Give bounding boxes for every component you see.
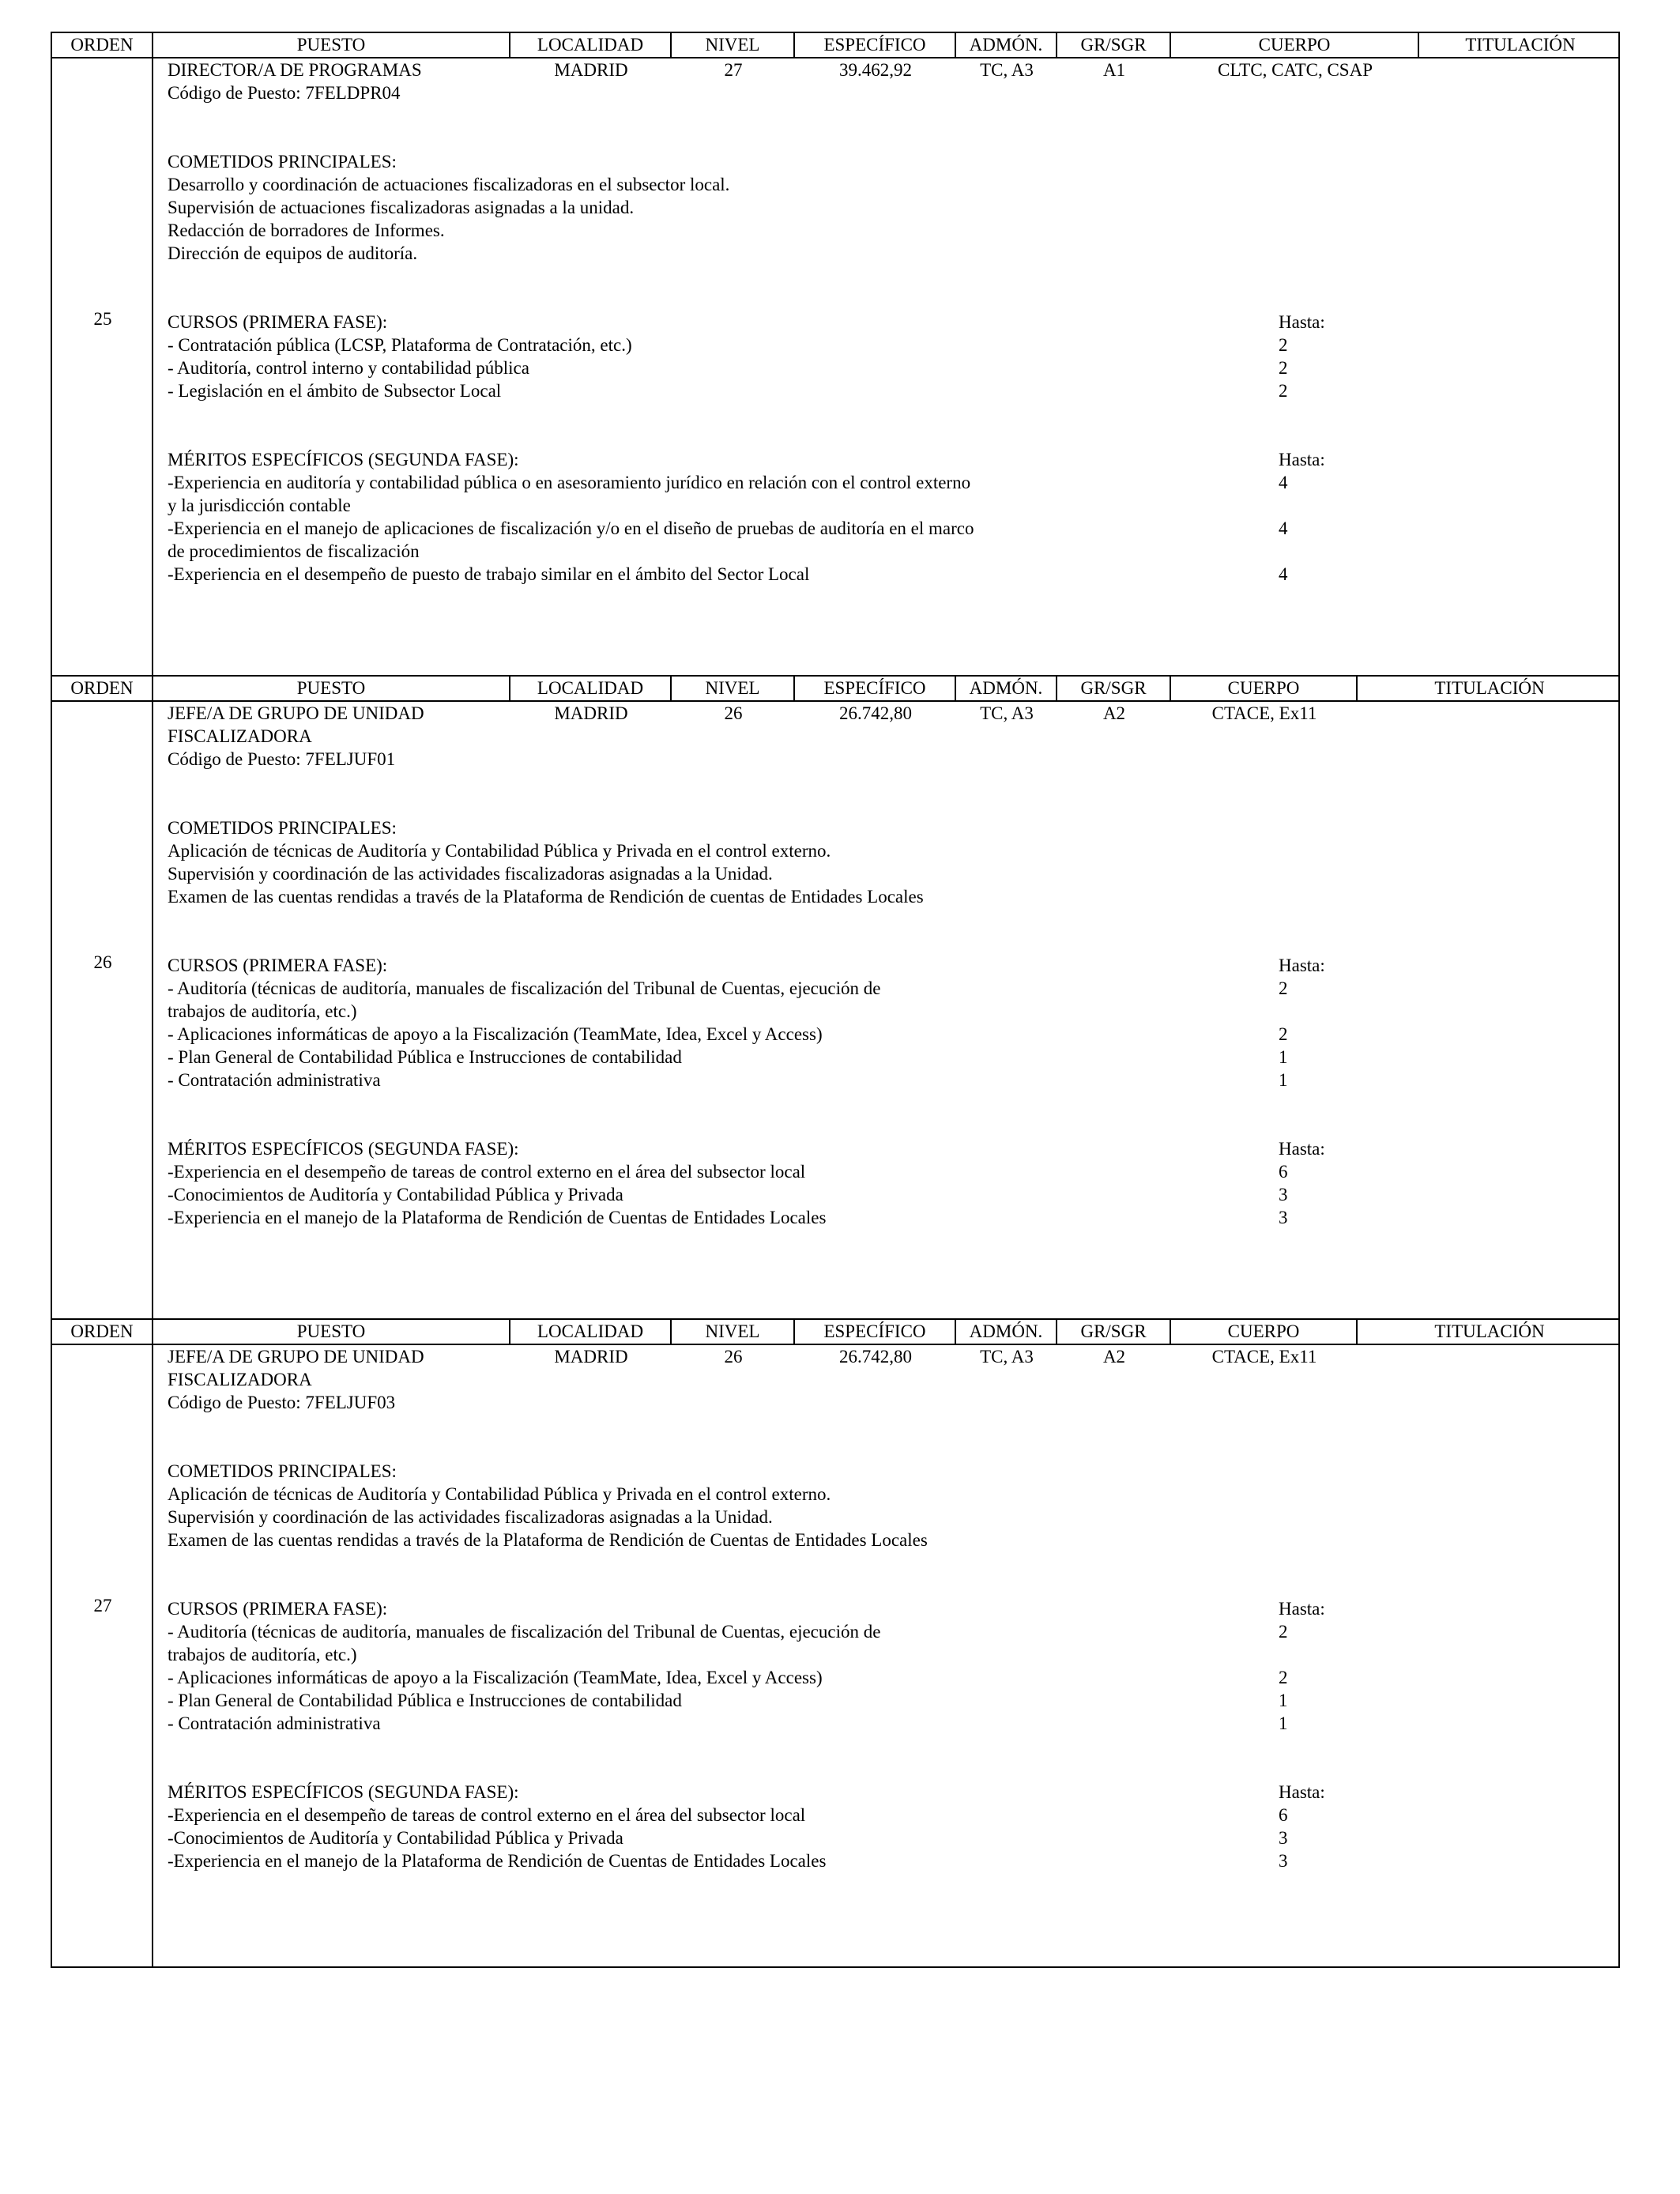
merito-item: -Experiencia en el manejo de la Plataforma de Rendición de Cuentas de Entidades Locales — [168, 1208, 827, 1227]
header-localidad: LOCALIDAD — [510, 33, 672, 57]
header-especifico: ESPECÍFICO — [795, 1320, 956, 1344]
curso-points: 1 — [1279, 1070, 1288, 1090]
header-cuerpo: CUERPO — [1171, 1320, 1358, 1344]
admon-value: TC, A3 — [980, 703, 1034, 723]
header-admon: ADMÓN. — [956, 1320, 1057, 1344]
curso-points: 1 — [1279, 1047, 1288, 1067]
header-especifico: ESPECÍFICO — [795, 677, 956, 700]
merito-item: -Experiencia en el desempeño de tareas de control externo en el área del subsector local — [168, 1805, 806, 1825]
meritos-heading: MÉRITOS ESPECÍFICOS (SEGUNDA FASE): — [168, 1139, 519, 1159]
cometidos-heading: COMETIDOS PRINCIPALES: — [168, 1461, 397, 1481]
curso-item: - Auditoría (técnicas de auditoría, manuales de fiscalización del Tribunal de Cuentas, ejecución de — [168, 978, 881, 998]
orden-column — [52, 1345, 153, 1968]
curso-item: - Auditoría (técnicas de auditoría, manuales de fiscalización del Tribunal de Cuentas, ejecución de — [168, 1622, 881, 1642]
cursos-hasta-label: Hasta: — [1279, 1599, 1325, 1619]
puesto-title: JEFE/A DE GRUPO DE UNIDAD — [168, 1347, 424, 1367]
table-header-row — [52, 33, 1618, 58]
curso-points: 2 — [1279, 381, 1288, 401]
cometido-item: Examen de las cuentas rendidas a través de la Plataforma de Rendición de Cuentas de Entidades Locales — [168, 1530, 928, 1550]
meritos-heading: MÉRITOS ESPECÍFICOS (SEGUNDA FASE): — [168, 450, 519, 469]
puesto-title: FISCALIZADORA — [168, 726, 312, 746]
header-cuerpo: CUERPO — [1171, 677, 1358, 700]
merito-points: 3 — [1279, 1851, 1288, 1871]
curso-item: - Auditoría, control interno y contabilidad pública — [168, 358, 529, 378]
header-orden: ORDEN — [52, 33, 153, 57]
nivel-value: 26 — [724, 1347, 743, 1367]
header-gr-sgr: GR/SGR — [1057, 1320, 1171, 1344]
especifico-value: 26.742,80 — [839, 703, 912, 723]
header-nivel: NIVEL — [672, 33, 795, 57]
orden-number: 27 — [93, 1596, 112, 1615]
curso-points: 2 — [1279, 1668, 1288, 1687]
table-header-row — [52, 677, 1618, 702]
cometido-item: Supervisión de actuaciones fiscalizadoras asignadas a la unidad. — [168, 198, 635, 217]
cursos-heading: CURSOS (PRIMERA FASE): — [168, 956, 388, 975]
position-block — [51, 1318, 1620, 1968]
codigo-puesto: Código de Puesto: 7FELJUF01 — [168, 749, 396, 769]
merito-item: y la jurisdicción contable — [168, 496, 351, 515]
gr-sgr-value: A2 — [1102, 703, 1126, 723]
meritos-hasta-label: Hasta: — [1279, 1139, 1325, 1159]
position-block — [51, 675, 1620, 1320]
table-header-row — [52, 1320, 1618, 1345]
localidad-value: MADRID — [554, 60, 628, 80]
curso-item: - Aplicaciones informáticas de apoyo a la Fiscalización (TeamMate, Idea, Excel y Access) — [168, 1668, 823, 1687]
orden-number: 26 — [93, 952, 112, 972]
especifico-value: 26.742,80 — [839, 1347, 912, 1367]
merito-points: 4 — [1279, 473, 1288, 492]
nivel-value: 26 — [724, 703, 743, 723]
curso-points: 1 — [1279, 1691, 1288, 1710]
localidad-value: MADRID — [554, 703, 628, 723]
localidad-value: MADRID — [554, 1347, 628, 1367]
cometidos-heading: COMETIDOS PRINCIPALES: — [168, 818, 397, 838]
curso-points: 2 — [1279, 978, 1288, 998]
cursos-heading: CURSOS (PRIMERA FASE): — [168, 1599, 388, 1619]
header-puesto: PUESTO — [153, 1320, 510, 1344]
cometido-item: Dirección de equipos de auditoría. — [168, 243, 418, 263]
puesto-title: JEFE/A DE GRUPO DE UNIDAD — [168, 703, 424, 723]
merito-item: -Experiencia en el desempeño de puesto de trabajo similar en el ámbito del Sector Local — [168, 564, 810, 584]
header-admon: ADMÓN. — [956, 677, 1057, 700]
header-gr-sgr: GR/SGR — [1057, 33, 1171, 57]
header-orden: ORDEN — [52, 1320, 153, 1344]
merito-points: 6 — [1279, 1805, 1288, 1825]
header-gr-sgr: GR/SGR — [1057, 677, 1171, 700]
curso-item: - Plan General de Contabilidad Pública e Instrucciones de contabilidad — [168, 1047, 682, 1067]
curso-item: trabajos de auditoría, etc.) — [168, 1001, 357, 1021]
cursos-hasta-label: Hasta: — [1279, 312, 1325, 332]
curso-item: - Plan General de Contabilidad Pública e Instrucciones de contabilidad — [168, 1691, 682, 1710]
header-orden: ORDEN — [52, 677, 153, 700]
cometido-item: Aplicación de técnicas de Auditoría y Contabilidad Pública y Privada en el control externo. — [168, 841, 831, 861]
admon-value: TC, A3 — [980, 1347, 1034, 1367]
header-puesto: PUESTO — [153, 33, 510, 57]
merito-points: 3 — [1279, 1208, 1288, 1227]
header-localidad: LOCALIDAD — [510, 1320, 672, 1344]
meritos-heading: MÉRITOS ESPECÍFICOS (SEGUNDA FASE): — [168, 1782, 519, 1802]
curso-points: 1 — [1279, 1713, 1288, 1733]
puesto-title: DIRECTOR/A DE PROGRAMAS — [168, 60, 422, 80]
cometido-item: Examen de las cuentas rendidas a través de la Plataforma de Rendición de cuentas de Entidades Locales — [168, 887, 924, 907]
curso-item: - Aplicaciones informáticas de apoyo a la Fiscalización (TeamMate, Idea, Excel y Access) — [168, 1024, 823, 1044]
merito-points: 3 — [1279, 1828, 1288, 1848]
cuerpo-value: CTACE, Ex11 — [1211, 1347, 1317, 1367]
header-nivel: NIVEL — [672, 1320, 795, 1344]
curso-item: - Contratación pública (LCSP, Plataforma de Contratación, etc.) — [168, 335, 632, 355]
especifico-value: 39.462,92 — [839, 60, 912, 80]
position-body — [52, 58, 1618, 677]
curso-item: trabajos de auditoría, etc.) — [168, 1645, 357, 1664]
curso-item: - Contratación administrativa — [168, 1713, 381, 1733]
codigo-puesto: Código de Puesto: 7FELJUF03 — [168, 1393, 396, 1412]
position-body — [52, 702, 1618, 1320]
header-cuerpo: CUERPO — [1171, 33, 1419, 57]
header-titulacion: TITULACIÓN — [1434, 678, 1545, 698]
cursos-heading: CURSOS (PRIMERA FASE): — [168, 312, 388, 332]
codigo-puesto: Código de Puesto: 7FELDPR04 — [168, 83, 401, 103]
merito-points: 6 — [1279, 1162, 1288, 1182]
orden-column — [52, 58, 153, 677]
merito-points: 4 — [1279, 518, 1288, 538]
merito-points: 4 — [1279, 564, 1288, 584]
merito-item: -Experiencia en el manejo de la Plataforma de Rendición de Cuentas de Entidades Locales — [168, 1851, 827, 1871]
cometido-item: Aplicación de técnicas de Auditoría y Contabilidad Pública y Privada en el control externo. — [168, 1484, 831, 1504]
merito-item: -Experiencia en auditoría y contabilidad pública o en asesoramiento jurídico en relación con el control externo — [168, 473, 971, 492]
orden-column — [52, 702, 153, 1320]
curso-points: 2 — [1279, 358, 1288, 378]
gr-sgr-value: A2 — [1102, 1347, 1126, 1367]
position-body — [52, 1345, 1618, 1968]
header-nivel: NIVEL — [672, 677, 795, 700]
gr-sgr-value: A1 — [1102, 60, 1126, 80]
curso-item: - Legislación en el ámbito de Subsector Local — [168, 381, 502, 401]
meritos-hasta-label: Hasta: — [1279, 450, 1325, 469]
puesto-title: FISCALIZADORA — [168, 1370, 312, 1389]
curso-item: - Contratación administrativa — [168, 1070, 381, 1090]
header-puesto: PUESTO — [153, 677, 510, 700]
cometido-item: Desarrollo y coordinación de actuaciones fiscalizadoras en el subsector local. — [168, 175, 730, 194]
header-localidad: LOCALIDAD — [510, 677, 672, 700]
cuerpo-value: CLTC, CATC, CSAP — [1218, 60, 1373, 80]
orden-number: 25 — [93, 309, 112, 329]
cursos-hasta-label: Hasta: — [1279, 956, 1325, 975]
cuerpo-value: CTACE, Ex11 — [1211, 703, 1317, 723]
position-block — [51, 32, 1620, 677]
nivel-value: 27 — [724, 60, 743, 80]
cometido-item: Redacción de borradores de Informes. — [168, 221, 445, 240]
curso-points: 2 — [1279, 335, 1288, 355]
header-titulacion: TITULACIÓN — [1465, 35, 1576, 55]
merito-item: -Conocimientos de Auditoría y Contabilidad Pública y Privada — [168, 1828, 623, 1848]
merito-points: 3 — [1279, 1185, 1288, 1204]
merito-item: -Conocimientos de Auditoría y Contabilidad Pública y Privada — [168, 1185, 623, 1204]
admon-value: TC, A3 — [980, 60, 1034, 80]
meritos-hasta-label: Hasta: — [1279, 1782, 1325, 1802]
curso-points: 2 — [1279, 1024, 1288, 1044]
cometidos-heading: COMETIDOS PRINCIPALES: — [168, 152, 397, 172]
cometido-item: Supervisión y coordinación de las actividades fiscalizadoras asignadas a la Unidad. — [168, 1507, 773, 1527]
merito-item: de procedimientos de fiscalización — [168, 541, 420, 561]
curso-points: 2 — [1279, 1622, 1288, 1642]
merito-item: -Experiencia en el desempeño de tareas de control externo en el área del subsector local — [168, 1162, 806, 1182]
cometido-item: Supervisión y coordinación de las actividades fiscalizadoras asignadas a la Unidad. — [168, 864, 773, 884]
header-especifico: ESPECÍFICO — [795, 33, 956, 57]
merito-item: -Experiencia en el manejo de aplicaciones de fiscalización y/o en el diseño de pruebas de auditoría en el marco — [168, 518, 974, 538]
header-admon: ADMÓN. — [956, 33, 1057, 57]
header-titulacion: TITULACIÓN — [1434, 1321, 1545, 1341]
